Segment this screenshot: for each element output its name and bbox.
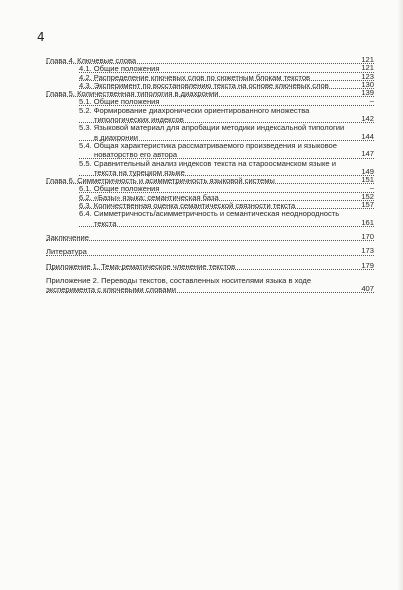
toc-entry-title: 4.2. Распределение ключевых слов по сюжетным блокам текстов — [79, 72, 311, 82]
toc-entry — [46, 73, 374, 81]
toc-entry-page: – — [369, 96, 374, 106]
toc-entry-title: 6.2. «Базы» языка: семантическая база — [79, 192, 219, 202]
toc-entry — [46, 276, 374, 294]
toc-entry — [46, 176, 374, 184]
toc-entry-title: Приложение 2. Переводы текстов, составленных носителями языка в ходе эксперимента с ключевыми словами — [46, 275, 312, 295]
toc-entry-title: 6.4. Симметричность/асимметричность и семантическая неоднородность текста — [79, 209, 340, 228]
toc-entry — [46, 89, 374, 97]
toc-entry-title: 6.1. Общие положения — [79, 184, 160, 194]
toc-entry — [46, 97, 374, 105]
page-edge-shadow — [397, 0, 403, 590]
toc-entry — [46, 247, 374, 255]
toc-entry-page: 170 — [361, 231, 374, 241]
toc-entry-title: Глава 6. Симметричность и асимметричность языковой системы — [46, 176, 275, 186]
toc-entry — [46, 209, 374, 227]
toc-entry-page: 144 — [361, 131, 374, 141]
toc-entry-page: 179 — [361, 260, 374, 270]
toc-entry-title: 4.1. Общие положения — [79, 64, 160, 74]
toc-entry-title: Заключение — [46, 232, 90, 242]
toc-entry-title: 5.3. Языковой материал для апробации методики индексальной типологии в диахронии — [79, 123, 345, 142]
toc-leader-line — [79, 226, 374, 227]
toc-entry-page: 149 — [361, 166, 374, 176]
toc-entry — [46, 123, 374, 141]
toc-entry-page: 152 — [361, 191, 374, 201]
toc-entry-page: 407 — [361, 284, 374, 294]
page-number: 4 — [37, 30, 45, 44]
toc-entry — [46, 56, 374, 64]
toc-entry-page: – — [369, 183, 374, 193]
toc-entry-title: 5.1. Общие положения — [79, 97, 160, 107]
toc-entry — [46, 159, 374, 177]
toc-entry-title: Литература — [46, 247, 87, 257]
toc-entry-page: 173 — [361, 246, 374, 256]
toc-entry-page: 123 — [361, 71, 374, 81]
toc-entry-page: 121 — [361, 63, 374, 73]
toc-entry — [46, 106, 374, 124]
toc-entry — [46, 193, 374, 201]
toc-leader-line — [46, 255, 374, 256]
toc-entry — [46, 184, 374, 192]
toc-entry — [46, 262, 374, 270]
toc-entry-page: 121 — [361, 55, 374, 64]
table-of-contents — [46, 56, 374, 293]
toc-entry — [46, 81, 374, 89]
toc-entry-title: 6.3. Количественная оценка семантической связности текста — [79, 201, 296, 211]
toc-leader-line — [46, 240, 374, 241]
toc-leader-line — [46, 269, 374, 270]
toc-entry-page: 147 — [361, 149, 374, 159]
toc-entry-title: 5.2. Формирование диахронически ориентированного множества типологических индексов — [79, 105, 310, 125]
toc-entry-title: Приложение 1. Тема-рематическое членение текстов — [46, 261, 236, 271]
toc-entry — [46, 141, 374, 159]
toc-entry-page: 157 — [361, 200, 374, 210]
toc-entry-title: Глава 5. Количественная типология в диахронии — [46, 89, 219, 99]
toc-entry-page: 130 — [361, 79, 374, 89]
toc-leader-line — [46, 292, 374, 293]
toc-entry-title: 4.3. Эксперимент по восстановлению текста на основе ключевых слов — [79, 80, 329, 90]
toc-entry-page: 139 — [361, 88, 374, 98]
toc-entry — [46, 201, 374, 209]
toc-entry-title: 5.5. Сравнительный анализ индексов текста на староосманском языке и текста на турецком языке — [79, 158, 336, 177]
toc-entry — [46, 233, 374, 241]
toc-entry-title: Глава 4. Ключевые слова — [46, 56, 137, 65]
toc-entry — [46, 64, 374, 72]
toc-entry-page: 161 — [361, 217, 374, 227]
toc-entry-page: 142 — [361, 114, 374, 124]
toc-entry-title: 5.4. Общая характеристика рассматриваемого произведения и языковое новаторство его автора — [79, 140, 337, 160]
toc-entry-page: 151 — [361, 175, 374, 185]
